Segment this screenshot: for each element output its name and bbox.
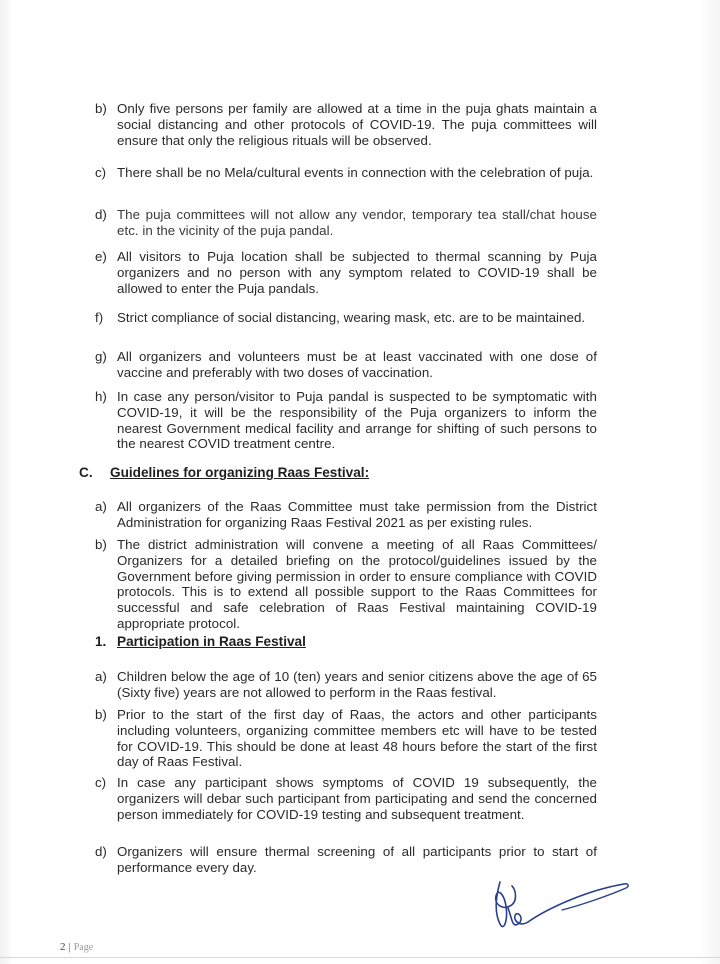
item-label: a) xyxy=(95,499,107,514)
item-label: c) xyxy=(95,165,107,180)
item-text: Prior to the start of the first day of Raas, the actors and other participants including volunteers, organizing committee members etc will have to be tested for COVID-19. This should be done at least 48 hours before the start of the first day of Raas Festival. xyxy=(117,707,597,770)
item-label: b) xyxy=(95,537,107,552)
item-text: Organizers will ensure thermal screening of all participants prior to start of performance every day. xyxy=(117,844,597,875)
item-text: There shall be no Mela/cultural events in connection with the celebration of puja. xyxy=(117,165,594,180)
item-text: Only five persons per family are allowed at a time in the puja ghats maintain a social distancing and other protocols of COVID-19. The puja committees will ensure that only the religious rituals will be observed. xyxy=(117,101,597,148)
subsection-label: 1. xyxy=(95,634,107,649)
page-number: 2 xyxy=(60,941,66,953)
item-text: Children below the age of 10 (ten) years and senior citizens above the age of 65 (Sixty five) years are not allowed to perform in the Raas festival. xyxy=(117,669,597,700)
footer-rule xyxy=(0,957,720,958)
page-word: Page xyxy=(73,942,94,953)
signature-image xyxy=(478,862,638,942)
item-label: b) xyxy=(95,707,107,722)
item-text: In case any person/visitor to Puja pandal is suspected to be symptomatic with COVID-19, it will be the responsibility of the Puja organizers to inform the nearest Government medical facility and arrange for shifting of such persons to the nearest COVID treatment centre. xyxy=(117,389,597,452)
item-label: e) xyxy=(95,249,107,264)
item-label: g) xyxy=(95,349,107,364)
item-text: All visitors to Puja location shall be subjected to thermal scanning by Puja organizers and no person with any symptom related to COVID-19 shall be allowed to enter the Puja pandals. xyxy=(117,249,597,296)
item-label: f) xyxy=(95,310,104,325)
item-label: d) xyxy=(95,844,107,859)
item-text: All organizers of the Raas Committee must take permission from the District Administration for organizing Raas Festival 2021 as per existing rules. xyxy=(117,499,597,530)
item-text: The puja committees will not allow any vendor, temporary tea stall/chat house etc. in the vicinity of the puja pandal. xyxy=(117,207,597,238)
section-title: Guidelines for organizing Raas Festival: xyxy=(110,465,370,480)
item-text: Strict compliance of social distancing, wearing mask, etc. are to be maintained. xyxy=(117,310,586,325)
item-label: b) xyxy=(95,101,107,116)
footer-separator: | xyxy=(68,941,71,953)
subsection-title: Participation in Raas Festival xyxy=(117,634,306,649)
item-text: The district administration will convene a meeting of all Raas Committees/ Organizers for a detailed briefing on the protocol/guidelines issued by the Government before giving permission in order to ensure compliance with COVID protocols. This is to extend all possible support to the Raas Committees for successful and safe celebration of Raas Festival maintaining COVID-19 appropriate protocol. xyxy=(117,537,597,631)
item-label: d) xyxy=(95,207,107,222)
item-label: h) xyxy=(95,389,107,404)
item-text: All organizers and volunteers must be at least vaccinated with one dose of vaccine and preferably with two doses of vaccination. xyxy=(117,349,597,380)
page-footer xyxy=(60,941,93,953)
item-text: In case any participant shows symptoms of COVID 19 subsequently, the organizers will debar such participant from participating and send the concerned person immediately for COVID-19 testing and subsequent treatment. xyxy=(117,775,597,822)
section-label: C. xyxy=(79,465,93,480)
item-label: a) xyxy=(95,669,107,684)
item-label: c) xyxy=(95,775,107,790)
